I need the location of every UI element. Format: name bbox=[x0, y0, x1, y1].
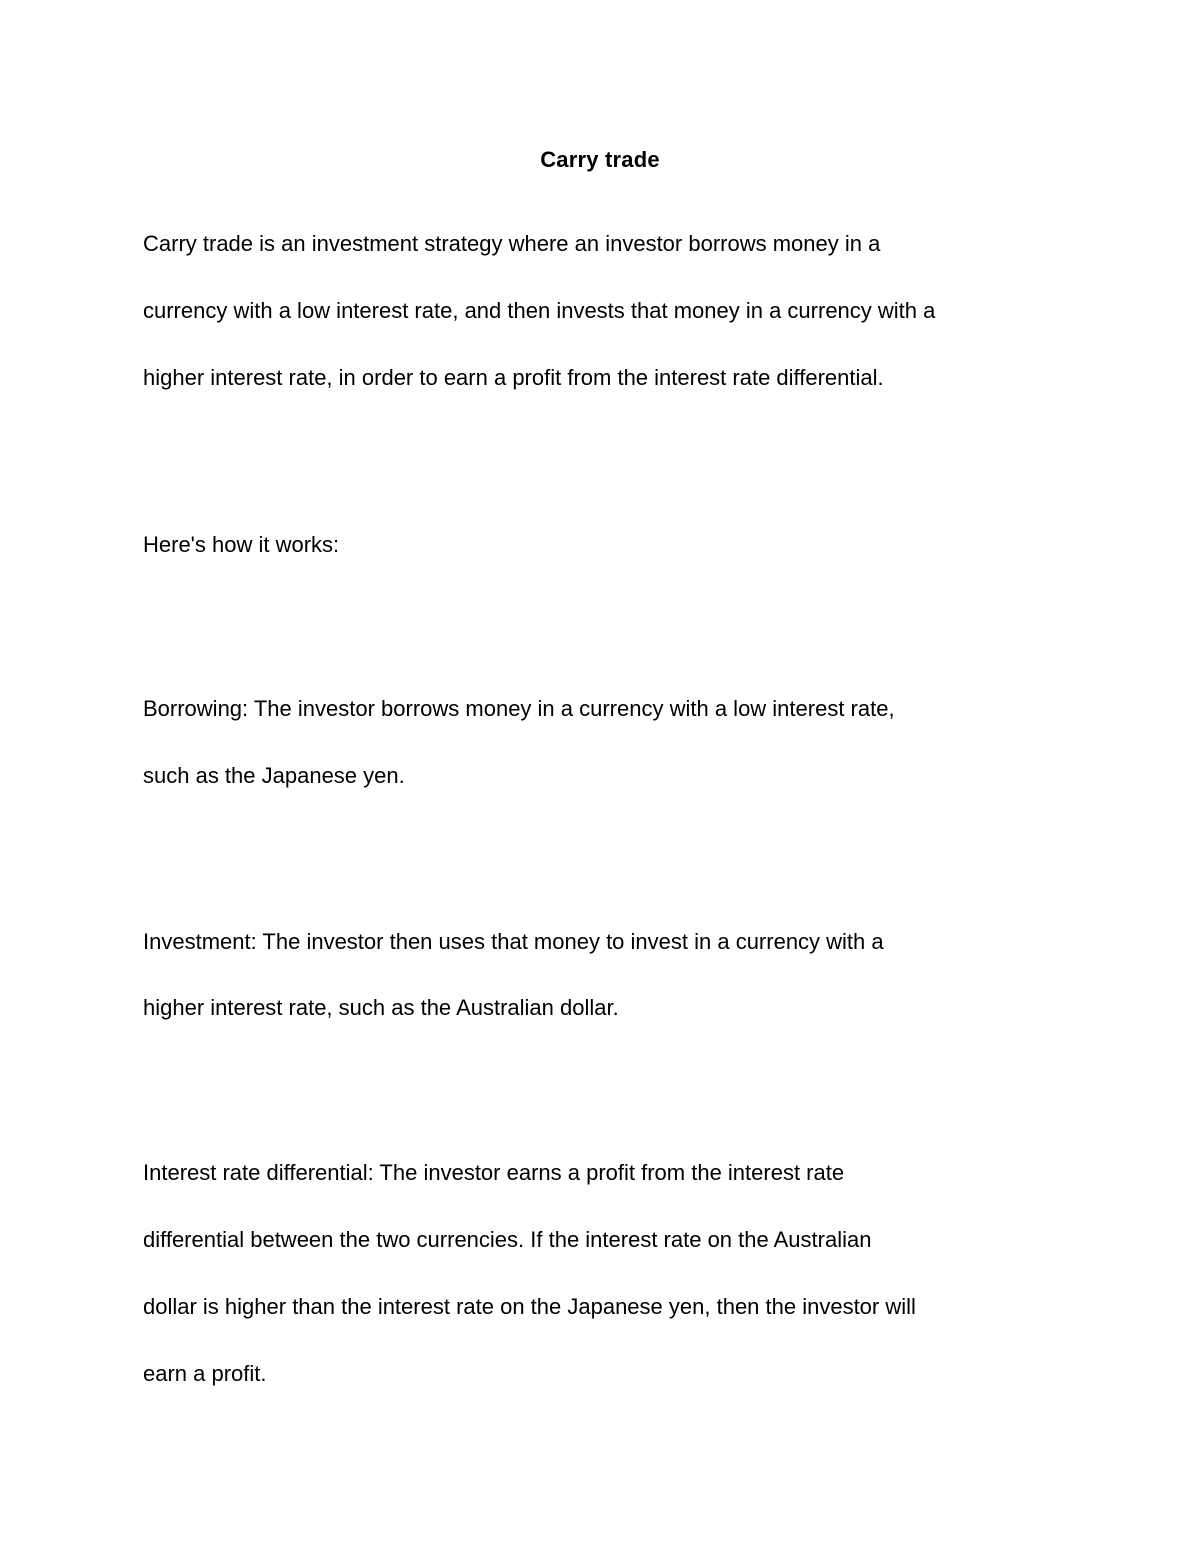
text-line: differential between the two currencies. If the interest rate on the Australian bbox=[143, 1227, 872, 1252]
text-line: higher interest rate, in order to earn a profit from the interest rate differential. bbox=[143, 365, 884, 390]
text-line: earn a profit. bbox=[143, 1361, 267, 1386]
how-it-works-heading: Here's how it works: bbox=[143, 532, 340, 557]
text-line: higher interest rate, such as the Australian dollar. bbox=[143, 995, 619, 1020]
text-line: Interest rate differential: The investor earns a profit from the interest rate bbox=[143, 1160, 845, 1185]
text-line: Investment: The investor then uses that money to invest in a currency with a bbox=[143, 929, 884, 954]
text-line: dollar is higher than the interest rate on the Japanese yen, then the investor will bbox=[143, 1294, 916, 1319]
text-line: currency with a low interest rate, and then invests that money in a currency with a bbox=[143, 298, 936, 323]
document-title: Carry trade bbox=[540, 147, 660, 172]
text-line: such as the Japanese yen. bbox=[143, 763, 405, 788]
text-line: Carry trade is an investment strategy where an investor borrows money in a bbox=[143, 231, 881, 256]
text-line: Borrowing: The investor borrows money in a currency with a low interest rate, bbox=[143, 696, 895, 721]
